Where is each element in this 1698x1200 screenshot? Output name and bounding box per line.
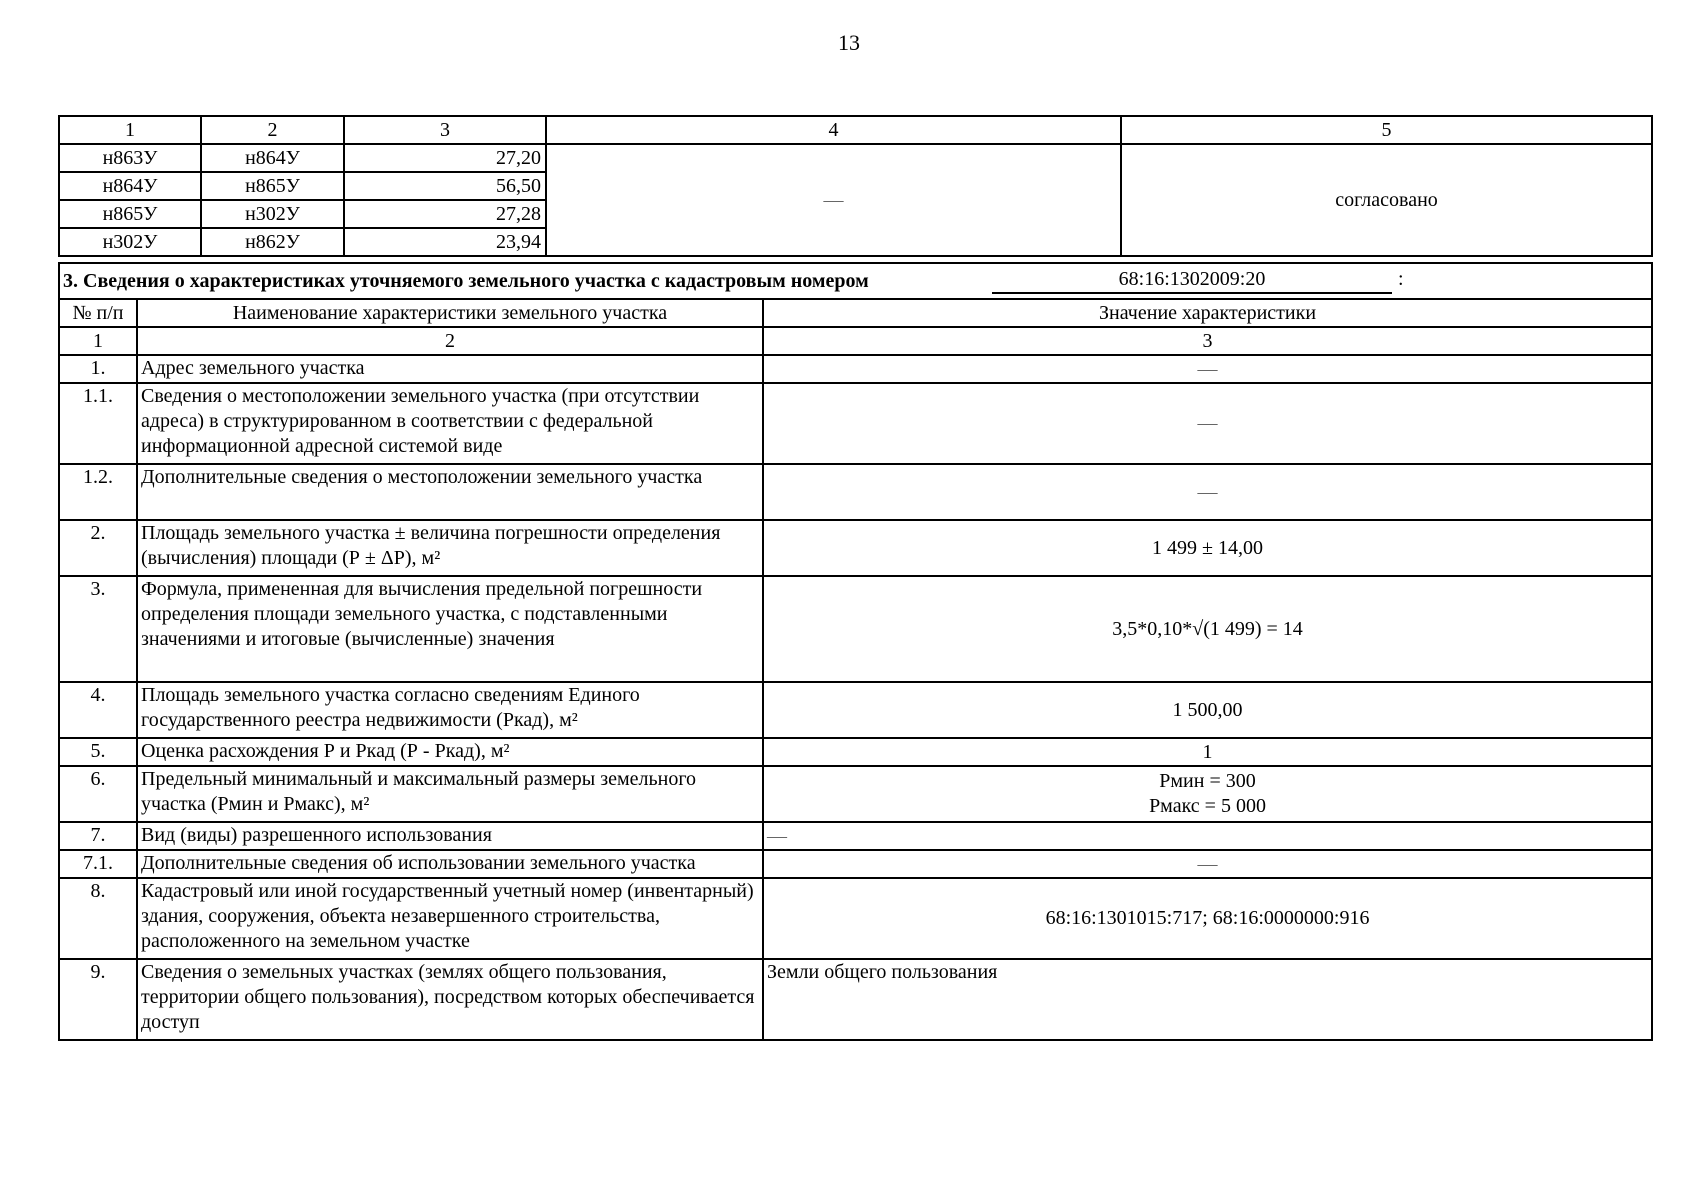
row-name: Оценка расхождения Р и Ркад (Р - Ркад), м² bbox=[137, 738, 763, 766]
row-name: Площадь земельного участка ± величина погрешности определения (вычисления) площади (Р ± ΔР), м² bbox=[137, 520, 763, 576]
row-value: 1 500,00 bbox=[763, 682, 1652, 738]
boundary-table bbox=[58, 115, 1653, 257]
min-size: Рмин = 300 bbox=[1159, 770, 1256, 792]
table-row bbox=[59, 355, 1652, 383]
segment-length: 56,50 bbox=[344, 172, 546, 200]
table-row bbox=[59, 520, 1652, 576]
header-cell: 3 bbox=[344, 116, 546, 144]
table-row bbox=[59, 822, 1652, 850]
header-cell: 2 bbox=[201, 116, 344, 144]
table-row bbox=[59, 144, 1652, 172]
row-value bbox=[763, 766, 1652, 822]
table-row bbox=[59, 576, 1652, 682]
row-number: 5. bbox=[59, 738, 137, 766]
row-name: Площадь земельного участка согласно сведениям Единого государственного реестра недвижимости (Ркад), м² bbox=[137, 682, 763, 738]
col-number: 1 bbox=[59, 327, 137, 355]
table-row bbox=[59, 383, 1652, 464]
row-name: Сведения о земельных участках (землях общего пользования, территории общего пользования), посредством которых обеспечивается доступ bbox=[137, 959, 763, 1040]
row-number: 1. bbox=[59, 355, 137, 383]
point-from: н865У bbox=[59, 200, 201, 228]
page-number: 13 bbox=[838, 30, 860, 55]
point-to: н864У bbox=[201, 144, 344, 172]
point-to: н302У bbox=[201, 200, 344, 228]
table-row bbox=[59, 850, 1652, 878]
section-title bbox=[59, 263, 1652, 299]
header-name: Наименование характеристики земельного участка bbox=[137, 299, 763, 327]
row-value: — bbox=[763, 464, 1652, 520]
col5-value: согласовано bbox=[1121, 144, 1652, 256]
col4-value: — bbox=[546, 144, 1121, 256]
point-to: н862У bbox=[201, 228, 344, 256]
row-name: Дополнительные сведения об использовании земельного участка bbox=[137, 850, 763, 878]
row-value: Земли общего пользования bbox=[763, 959, 1652, 1040]
section-title-row bbox=[59, 263, 1652, 299]
point-from: н864У bbox=[59, 172, 201, 200]
segment-length: 23,94 bbox=[344, 228, 546, 256]
header-cell: 4 bbox=[546, 116, 1121, 144]
row-name: Кадастровый или иной государственный учетный номер (инвентарный) здания, сооружения, объекта незавершенного строительства, расположенного на земельном участке bbox=[137, 878, 763, 959]
column-header-row bbox=[59, 299, 1652, 327]
row-number: 1.1. bbox=[59, 383, 137, 464]
point-from: н863У bbox=[59, 144, 201, 172]
row-number: 4. bbox=[59, 682, 137, 738]
row-number: 6. bbox=[59, 766, 137, 822]
column-number-row bbox=[59, 327, 1652, 355]
row-value: — bbox=[763, 355, 1652, 383]
header-num: № п/п bbox=[59, 299, 137, 327]
row-number: 7. bbox=[59, 822, 137, 850]
header-cell: 5 bbox=[1121, 116, 1652, 144]
table-row bbox=[59, 682, 1652, 738]
point-from: н302У bbox=[59, 228, 201, 256]
row-number: 2. bbox=[59, 520, 137, 576]
col-number: 2 bbox=[137, 327, 763, 355]
row-value: — bbox=[763, 383, 1652, 464]
row-name-text: Предельный минимальный и максимальный размеры земельного участка (Рмин и Рмакс), м² bbox=[141, 768, 697, 815]
row-name: Сведения о местоположении земельного участка (при отсутствии адреса) в структурированном в соответствии с федеральной информационной адресной системой виде bbox=[137, 383, 763, 464]
row-number: 3. bbox=[59, 576, 137, 682]
max-size: Рмакс = 5 000 bbox=[1149, 795, 1266, 817]
row-name bbox=[137, 766, 763, 822]
row-value: — bbox=[763, 850, 1652, 878]
point-to: н865У bbox=[201, 172, 344, 200]
table-row bbox=[59, 738, 1652, 766]
row-name: Формула, примененная для вычисления предельной погрешности определения площади земельного участка, с подставленными значениями и итоговые (вычисленные) значения bbox=[137, 576, 763, 682]
row-value: 1 bbox=[763, 738, 1652, 766]
row-number: 7.1. bbox=[59, 850, 137, 878]
row-number: 1.2. bbox=[59, 464, 137, 520]
section-title-text: 3. Сведения о характеристиках уточняемого земельного участка с кадастровым номером bbox=[63, 269, 869, 292]
row-value: 1 499 ± 14,00 bbox=[763, 520, 1652, 576]
row-value: — bbox=[763, 822, 1652, 850]
segment-length: 27,28 bbox=[344, 200, 546, 228]
cadastral-number: 68:16:1302009:20 bbox=[992, 266, 1392, 294]
row-name: Дополнительные сведения о местоположении земельного участка bbox=[137, 464, 763, 520]
row-name: Вид (виды) разрешенного использования bbox=[137, 822, 763, 850]
row-name: Адрес земельного участка bbox=[137, 355, 763, 383]
header-value: Значение характеристики bbox=[763, 299, 1652, 327]
header-cell: 1 bbox=[59, 116, 201, 144]
row-value: 68:16:1301015:717; 68:16:0000000:916 bbox=[763, 878, 1652, 959]
row-value: 3,5*0,10*√(1 499) = 14 bbox=[763, 576, 1652, 682]
table-row bbox=[59, 766, 1652, 822]
table-row bbox=[59, 464, 1652, 520]
col-number: 3 bbox=[763, 327, 1652, 355]
title-colon: : bbox=[1398, 268, 1404, 290]
table-row bbox=[59, 878, 1652, 959]
segment-length: 27,20 bbox=[344, 144, 546, 172]
table-row bbox=[59, 959, 1652, 1040]
boundary-table-header bbox=[59, 116, 1652, 144]
row-number: 9. bbox=[59, 959, 137, 1040]
row-number: 8. bbox=[59, 878, 137, 959]
characteristics-table bbox=[58, 262, 1653, 1041]
